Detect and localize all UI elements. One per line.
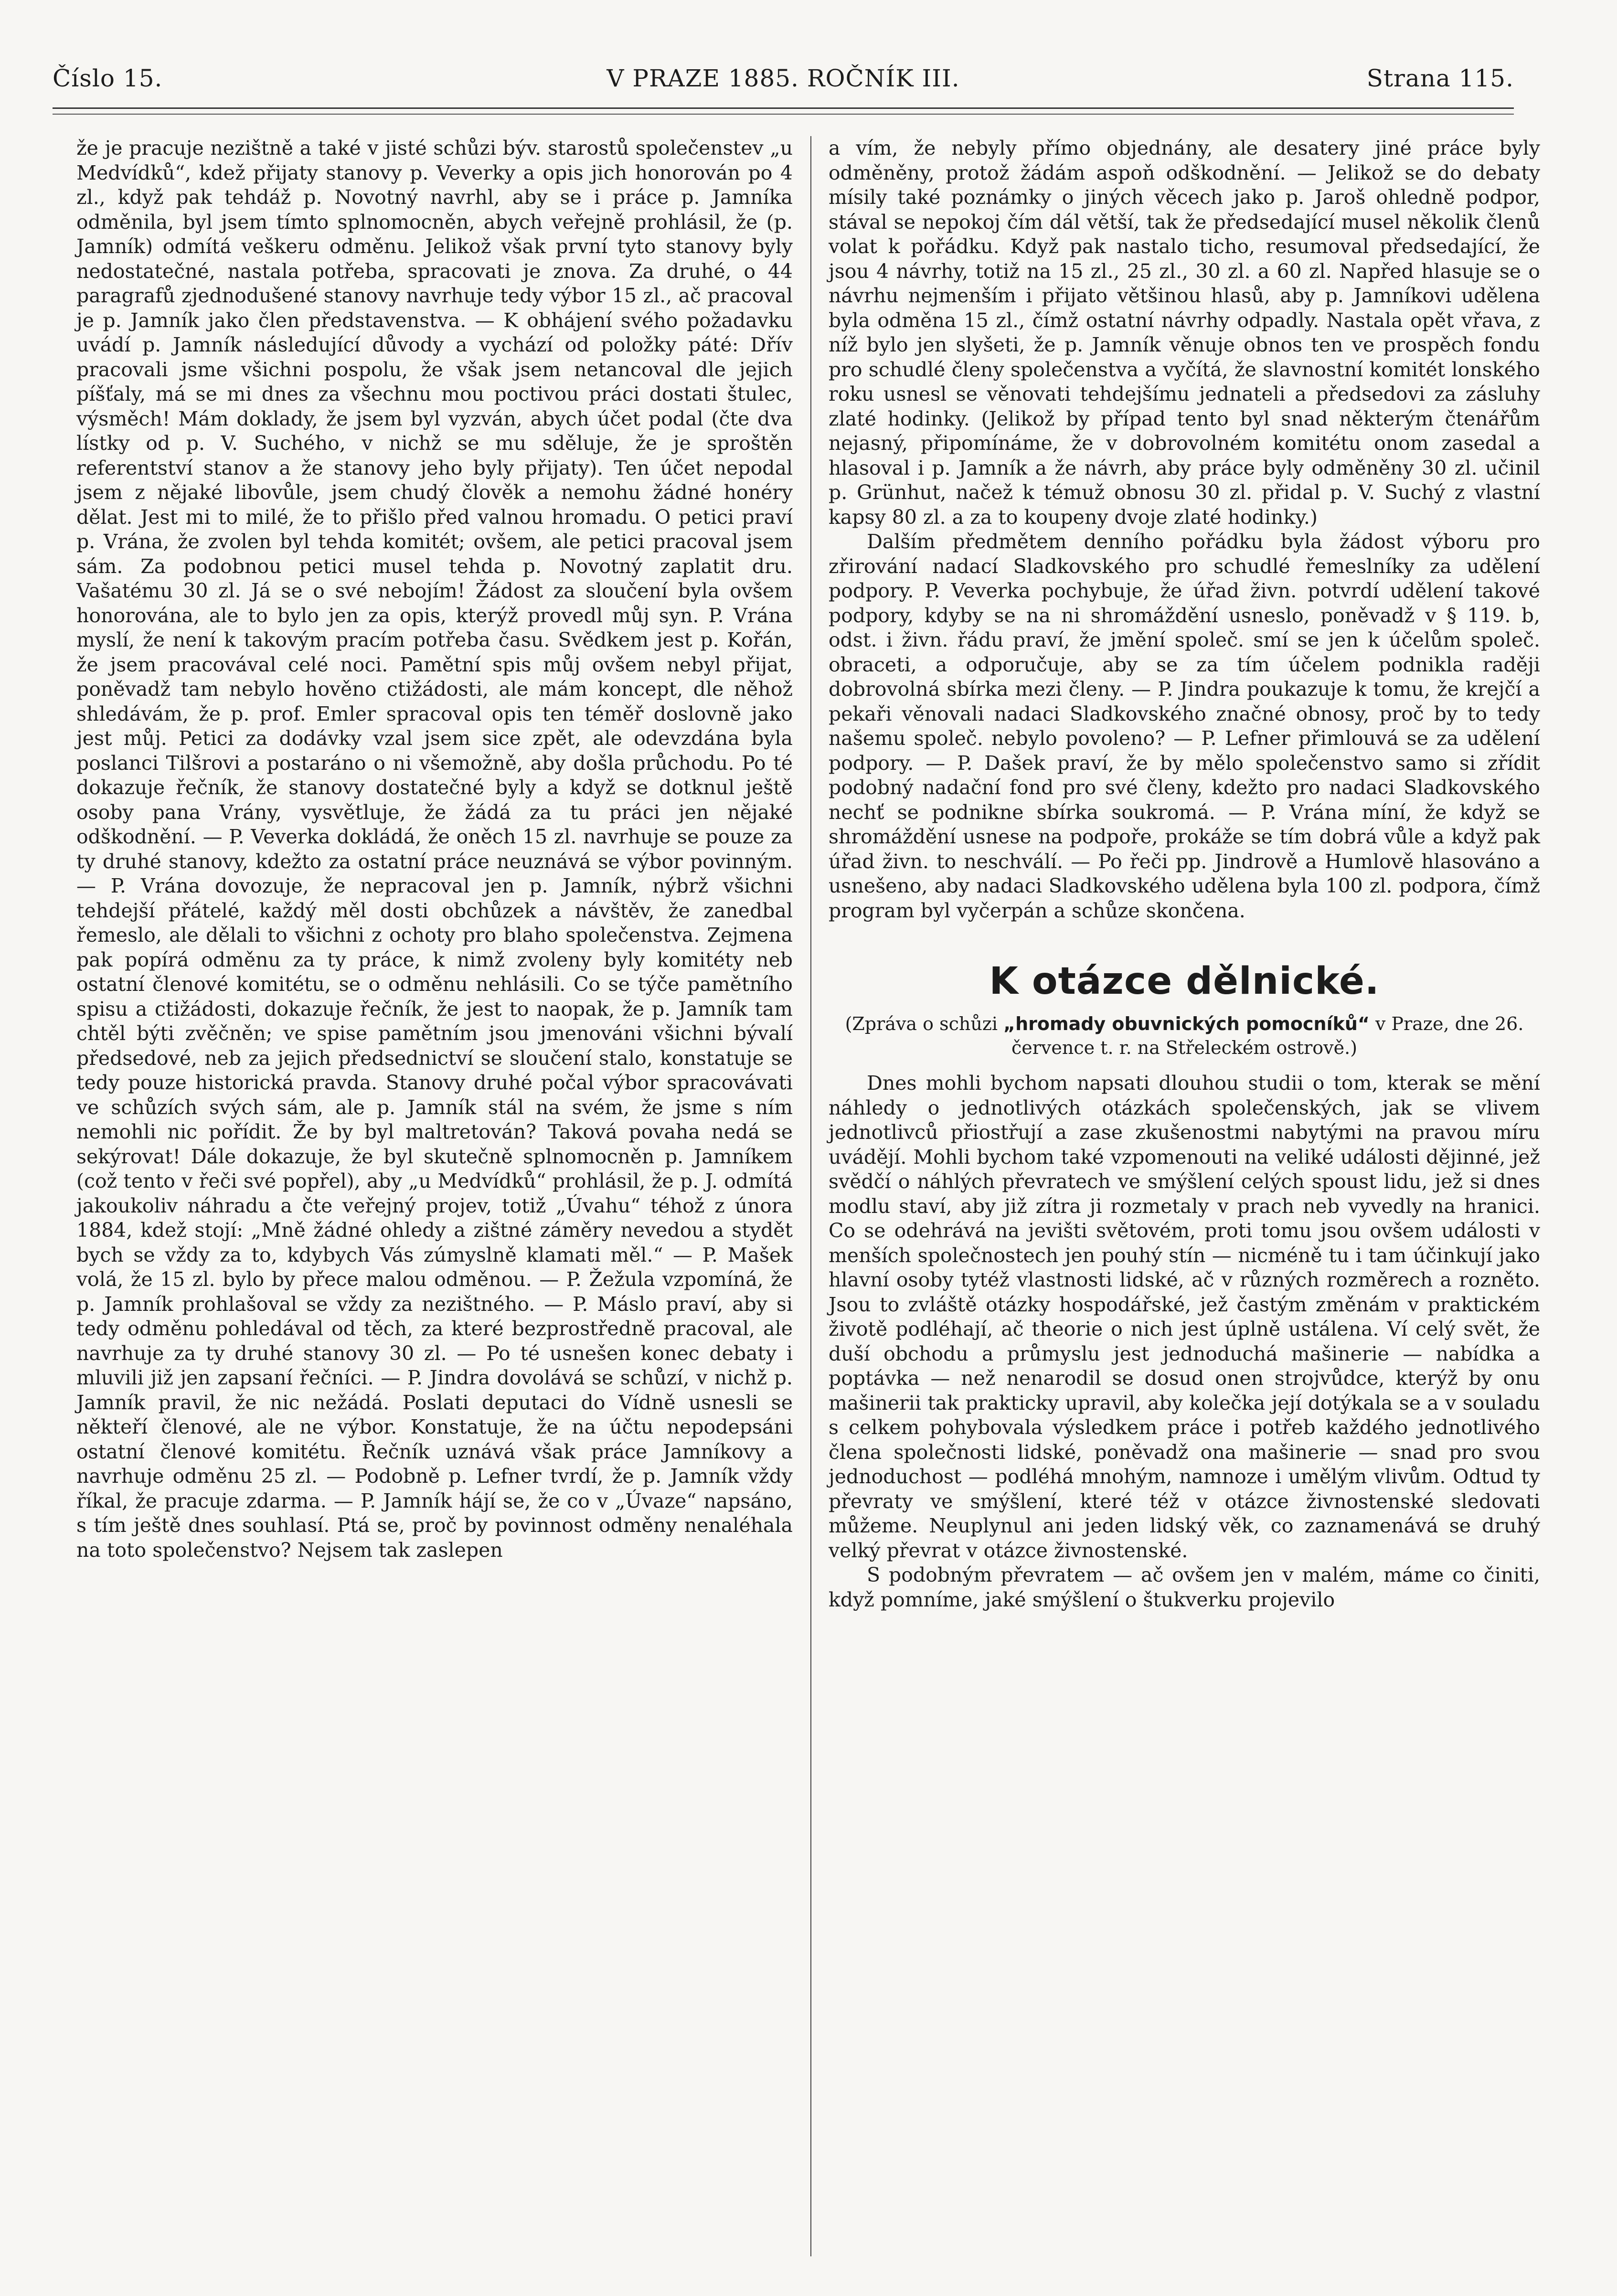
page-number: Strana 115. <box>1366 64 1514 92</box>
left-paragraph-1: že je pracuje nezištně a také v jisté schůzi býv. starostů společenstev „u Medvídků“, kdež přijaty stanovy p. Veverky a opis jich honorován po 4 zl., když pak tehdáž p. Novotný navrhl, aby se i práce p. Jamníka odměnila, byl jsem tímto splnomocněn, abych veřejně prohlásil, že (p. Jamník) odmítá veškeru odměnu. Jelikož však první tyto stanovy byly nedostatečné, nastala potřeba, spracovati je znova. Za druhé, o 44 paragrafů zjednodušené stanovy navrhuje tedy výbor 15 zl., ač pracoval je p. Jamník jako člen představenstva. — K obhájení svého požadavku uvádí p. Jamník následující důvody a vychází od položky páté: Dřív pracovali jsme všichni pospolu, že však jsem netancoval dle jejich píšťaly, má se mi dnes za všechnu mou poctivou práci dostati štulec, výsměch! Mám doklady, že jsem byl vyzván, abych účet podal (čte dva lístky od p. V. Suchého, v nichž se mu sděluje, že je sproštěn referentství stanov a že stanovy jeho byly přijaty). Ten účet nepodal jsem z nějaké libovůle, jsem chudý člověk a nemohu žádné honéry dělat. Jest mi to milé, že to přišlo před valnou hromadu. O petici praví p. Vrána, že zvolen byl tehda komitét; ovšem, ale petici pracoval jsem sám. Za podobnou petici musel tehda p. Novotný zaplatit dru. Vašatému 30 zl. Já se o své nebojím! Žádost za sloučení byla ovšem honorována, ale to bylo jen za opis, kterýž provedl můj syn. P. Vrána myslí, že není k takovým pracím potřeba času. Svědkem jest p. Kořán, že jsem pracovával celé noci. Pamětní spis můj ovšem nebyl přijat, poněvadž tam nebylo hověno ctižádosti, ale mám koncept, dle něhož shledávám, že p. prof. Emler spracoval opis ten téměř doslovně jako jest můj. Petici za dodávky vzal jsem sice zpět, ale odevzdána byla poslanci Tilšrovi a postaráno o ni všemožně, aby došla průchodu. Po té dokazuje řečník, že stanovy dostatečné byly a když se dotknul ještě osoby pana Vrány, vysvětluje, že žádá za tu práci jen nějaké odškodnění. — P. Veverka dokládá, že oněch 15 zl. navrhuje se pouze za ty druhé stanovy, kdežto za ostatní práce neuznává se výbor povinným. — P. Vrána dovozuje, že nepracoval jen p. Jamník, nýbrž všichni tehdejší přátelé, každý měl dosti obchůzek a návštěv, že zanedbal řemeslo, ale dělali to všichni z ochoty pro blaho společenstva. Zejmena pak popírá odměnu za ty práce, k nimž zvoleny byly komitéty neb ostatní členové komitétu, se o odměnu nehlásili. Co se týče pamětního spisu a ctižádosti, dokazuje řečník, že jest to naopak, že p. Jamník tam chtěl býti zvěčněn; ve spise pamětním jsou jmenováni všichni bývalí předsedové, neb za jejich předsednictví se sloučení stalo, konstatuje se tedy pouze historická pravda. Stanovy druhé počal výbor spracovávati ve schůzích svých sám, ale p. Jamník stál na svém, že jsme s ním nemohli nic pořídit. Že by byl maltretován? Taková povaha nedá se sekýrovat! Dále dokazuje, že byl skutečně splnomocněn p. Jamníkem (což tento v řeči své popřel), aby „u Medvídků“ prohlásil, že p. J. odmítá jakoukoliv náhradu a čte veřejný projev, totiž „Úvahu“ téhož z února 1884, kdež stojí: „Mně žádné ohledy a zištné záměry nevedou a stydět bych se vždy za to, kdybych Vás zúmyslně klamati měl.“ — P. Mašek volá, že 15 zl. bylo by přece malou odměnou. — P. Žežula vzpomíná, že p. Jamník prohlašoval se vždy za nezištného. — P. Máslo praví, aby si tedy odměnu pohledával od těch, za které bezprostředně pracoval, ale navrhuje za ty druhé stanovy 30 zl. — Po té usnešen konec debaty i mluvili již jen zapsaní řečníci. — P. Jindra dovolává se schůzí, v nichž p. Jamník pravil, že nic nežádá. Poslati deputaci do Vídně usnesli se někteří členové, ale ne výbor. Konstatuje, že na účtu nepodepsáni ostatní členové komitétu. Řečník uznává však práce Jamníkovy a navrhuje odměnu 25 zl. — Podobně p. Lefner tvrdí, že p. Jamník vždy říkal, že pracuje zdarma. — P. Jamník hájí se, že co v „Úvaze“ napsáno, s tím ještě dnes souhlasí. Ptá se, proč by povinnost odměny nenaléhala na toto společenstvo? Nejsem tak zaslepen <box>76 137 793 1562</box>
section-subtitle-part-1: (Zpráva o schůzi <box>845 1013 1004 1034</box>
right-paragraph-4: S podobným převratem — ač ovšem jen v malém, máme co činiti, když pomníme, jaké smýšlení o štukverku projevilo <box>829 1563 1540 1611</box>
header-rule <box>53 107 1514 115</box>
section-title: K otázce dělnické. <box>989 960 1380 1003</box>
right-column <box>829 136 1540 1612</box>
masthead-title: V PRAZE 1885. ROČNÍK III. <box>606 64 960 92</box>
issue-number: Číslo 15. <box>53 64 163 92</box>
page-header <box>53 64 1514 107</box>
right-paragraph-2: Dalším předmětem denního pořádku byla žádost výboru pro zřirování nadací Sladkovského pro schudlé řemeslníky za udělení podpory. P. Veverka pochybuje, že úřad živn. potvrdí udělení takové podpory, kdyby se na ni shromáždění usneslo, poněvadž v § 119. b, odst. i živn. řádu praví, že jmění společ. smí se jen k účelům společ. obraceti, a odporučuje, aby se za tím účelem podnikla raději dobrovolná sbírka mezi členy. — P. Jindra poukazuje k tomu, že krejčí a pekaři věnovali nadaci Sladkovského značné obnosy, proč by to tedy našemu společ. nebylo povoleno? — P. Lefner přimlouvá se za udělení podpory. — P. Dašek praví, že by mělo společenstvo samo si zřídit podobný nadační fond pro své členy, kdežto pro nadaci Sladkovského nechť se podnikne sbírka soukromá. — P. Vrána míní, že když se shromáždění usnese na podpoře, prokáže se tím dobrá vůle a když pak úřad živn. to neschválí. — Po řeči pp. Jindrově a Humlově hlasováno a usnešeno, aby nadaci Sladkovského udělena byla 100 zl. podpora, čímž program byl vyčerpán a schůze skončena. <box>829 530 1540 922</box>
section-subtitle <box>829 1012 1540 1060</box>
column-divider <box>810 136 811 2256</box>
right-paragraph-3: Dnes mohli bychom napsati dlouhou studii o tom, kterak se mění náhledy o jednotlivých otázkách společenských, jak se vlivem jednotlivců přiostřují a zase zkušenostmi nabytými na pravou míru uvádějí. Mohli bychom také vzpomenouti na veliké události dějinné, jež svědčí o náhlých převratech ve smýšlení celých spoust lidu, jež si dnes modlu staví, aby již zítra ji rozmetaly v prach neb vyvedly na hranici. Co se odehrává na jevišti světovém, proti tomu jsou ovšem události v menších společnostech jen pouhý stín — nicméně tu i tam účinkují jako hlavní osoby tytéž vlastnosti lidské, ač v různých rozměrech a rozněto. Jsou to zvláště otázky hospodářské, jež častým změnám v praktickém životě podléhají, ač theorie o nich jest úplně ustálena. Ví celý svět, že duší obchodu a průmyslu jest jednoduchá mašinerie — nabídka a poptávka — než nenarodil se dosud onen strojvůdce, kterýž by onu mašinerii tak prakticky upravil, aby kolečka její dotýkala se a v souladu s celkem pohybovala výsledkem práce i potřeb každého jednotlivého člena společnosti lidské, poněvadž ona mašinerie — snad pro svou jednoduchost — podléhá mnohým, namnoze i umělým vlivům. Odtud ty převraty ve smýšlení, které též v otázce živnostenské sledovati můžeme. Neuplynul ani jeden lidský věk, co zaznamenává se druhý velký převrat v otázce živnostenské. <box>829 1072 1540 1562</box>
right-paragraph-1: a vím, že nebyly přímo objednány, ale desatery jiné práce byly odměněny, protož žádám aspoň odškodnění. — Jelikož se do debaty mísily také poznámky o jiných věcech jako p. Jaroš ohledně podpor, stával se nepokoj čím dál větší, tak že předsedající musel několik členů volat k pořádku. Když pak nastalo ticho, resumoval předsedající, že jsou 4 návrhy, totiž na 15 zl., 25 zl., 30 zl. a 60 zl. Napřed hlasuje se o návrhu nejmenším i přijato většinou hlasů, aby p. Jamníkovi udělena byla odměna 15 zl., čímž ostatní návrhy odpadly. Nastala opět vřava, z níž bylo jen slyšeti, že p. Jamník věnuje obnos ten ve prospěch fondu pro schudlé členy společenstva a vyčítá, že slavnostní komitét lonského roku usnesl se věnovati tehdejšímu jednateli a předsedovi za zásluhy zlaté hodinky. (Jelikož by případ tento byl snad některým čtenářům nejasný, připomínáme, že v dobrovolném komitétu onom zasedal a hlasoval i p. Jamník a že návrh, aby práce byly odměněny 30 zl. učinil p. Grünhut, načež k témuž obnosu 30 zl. přidal p. V. Suchý z vlastní kapsy 80 zl. a za to koupeny dvoje zlaté hodinky.) <box>829 137 1540 529</box>
section-subtitle-bold: „hromady obuvnických pomocníků“ <box>1003 1013 1370 1034</box>
section-subtitle-part-2: v Praze, dne 26. července t. r. na Střeleckém ostrově.) <box>1011 1013 1524 1058</box>
left-column <box>76 136 793 1563</box>
